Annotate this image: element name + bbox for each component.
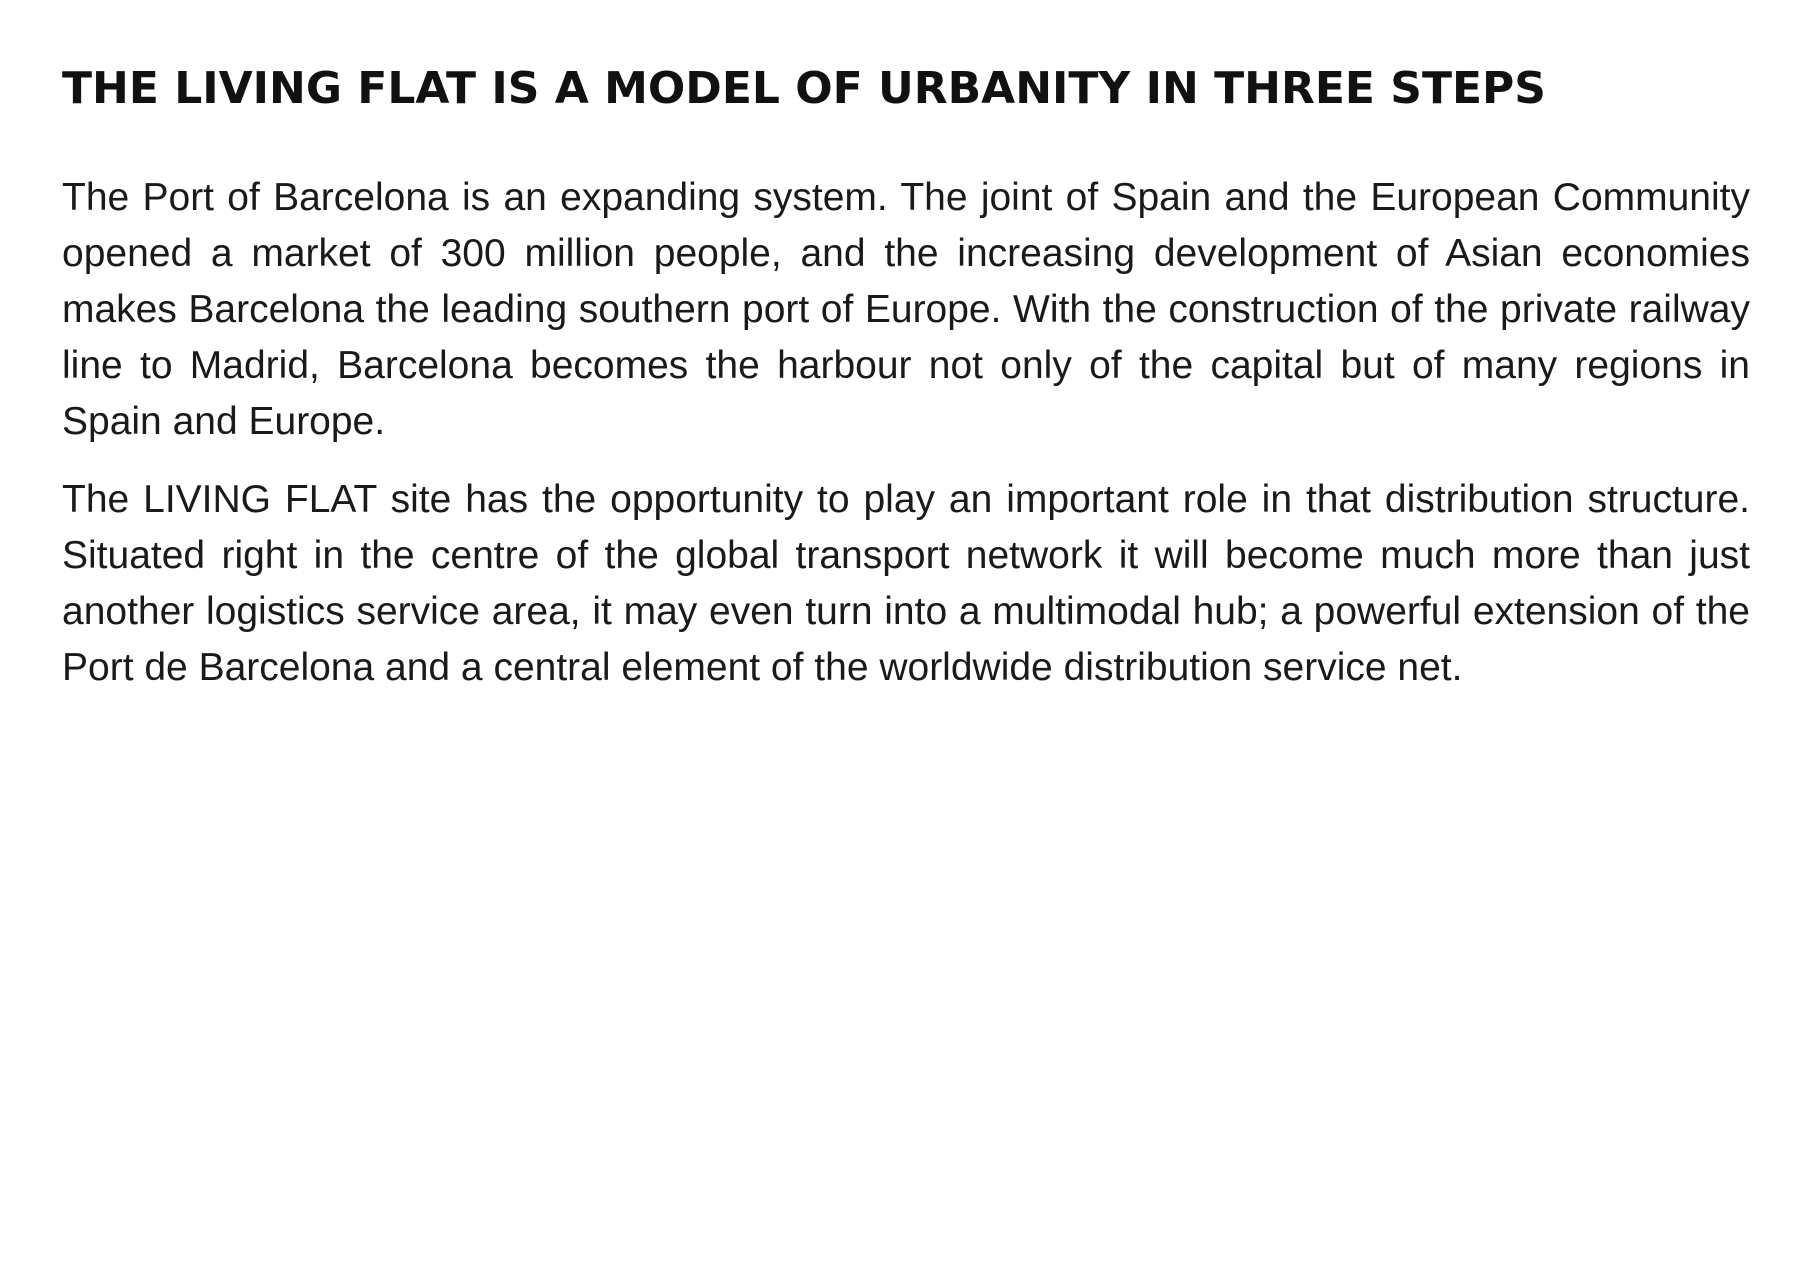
body-paragraph-site: The LIVING FLAT site has the opportunity to play an important role in that distribution structure. Situated right in the centre of the global transport network it will become much more than just another logistics service area, it may even turn into a multimodal hub; a powerful extension of the Port de Barcelona and a central element of the worldwide distribution service net.	[62, 478, 1750, 689]
body-paragraph-port: The Port of Barcelona is an expanding system. The joint of Spain and the European Community opened a market of 300 million people, and the increasing development of Asian economies makes Barcelona the leading southern port of Europe. With the construction of the private railway line to Madrid, Barcelona becomes the harbour not only of the capital but of many regions in Spain and Europe.	[62, 176, 1750, 443]
page-title: THE LIVING FLAT IS A MODEL OF URBANITY IN THREE STEPS	[62, 63, 1546, 114]
document-page	[62, 60, 1750, 718]
